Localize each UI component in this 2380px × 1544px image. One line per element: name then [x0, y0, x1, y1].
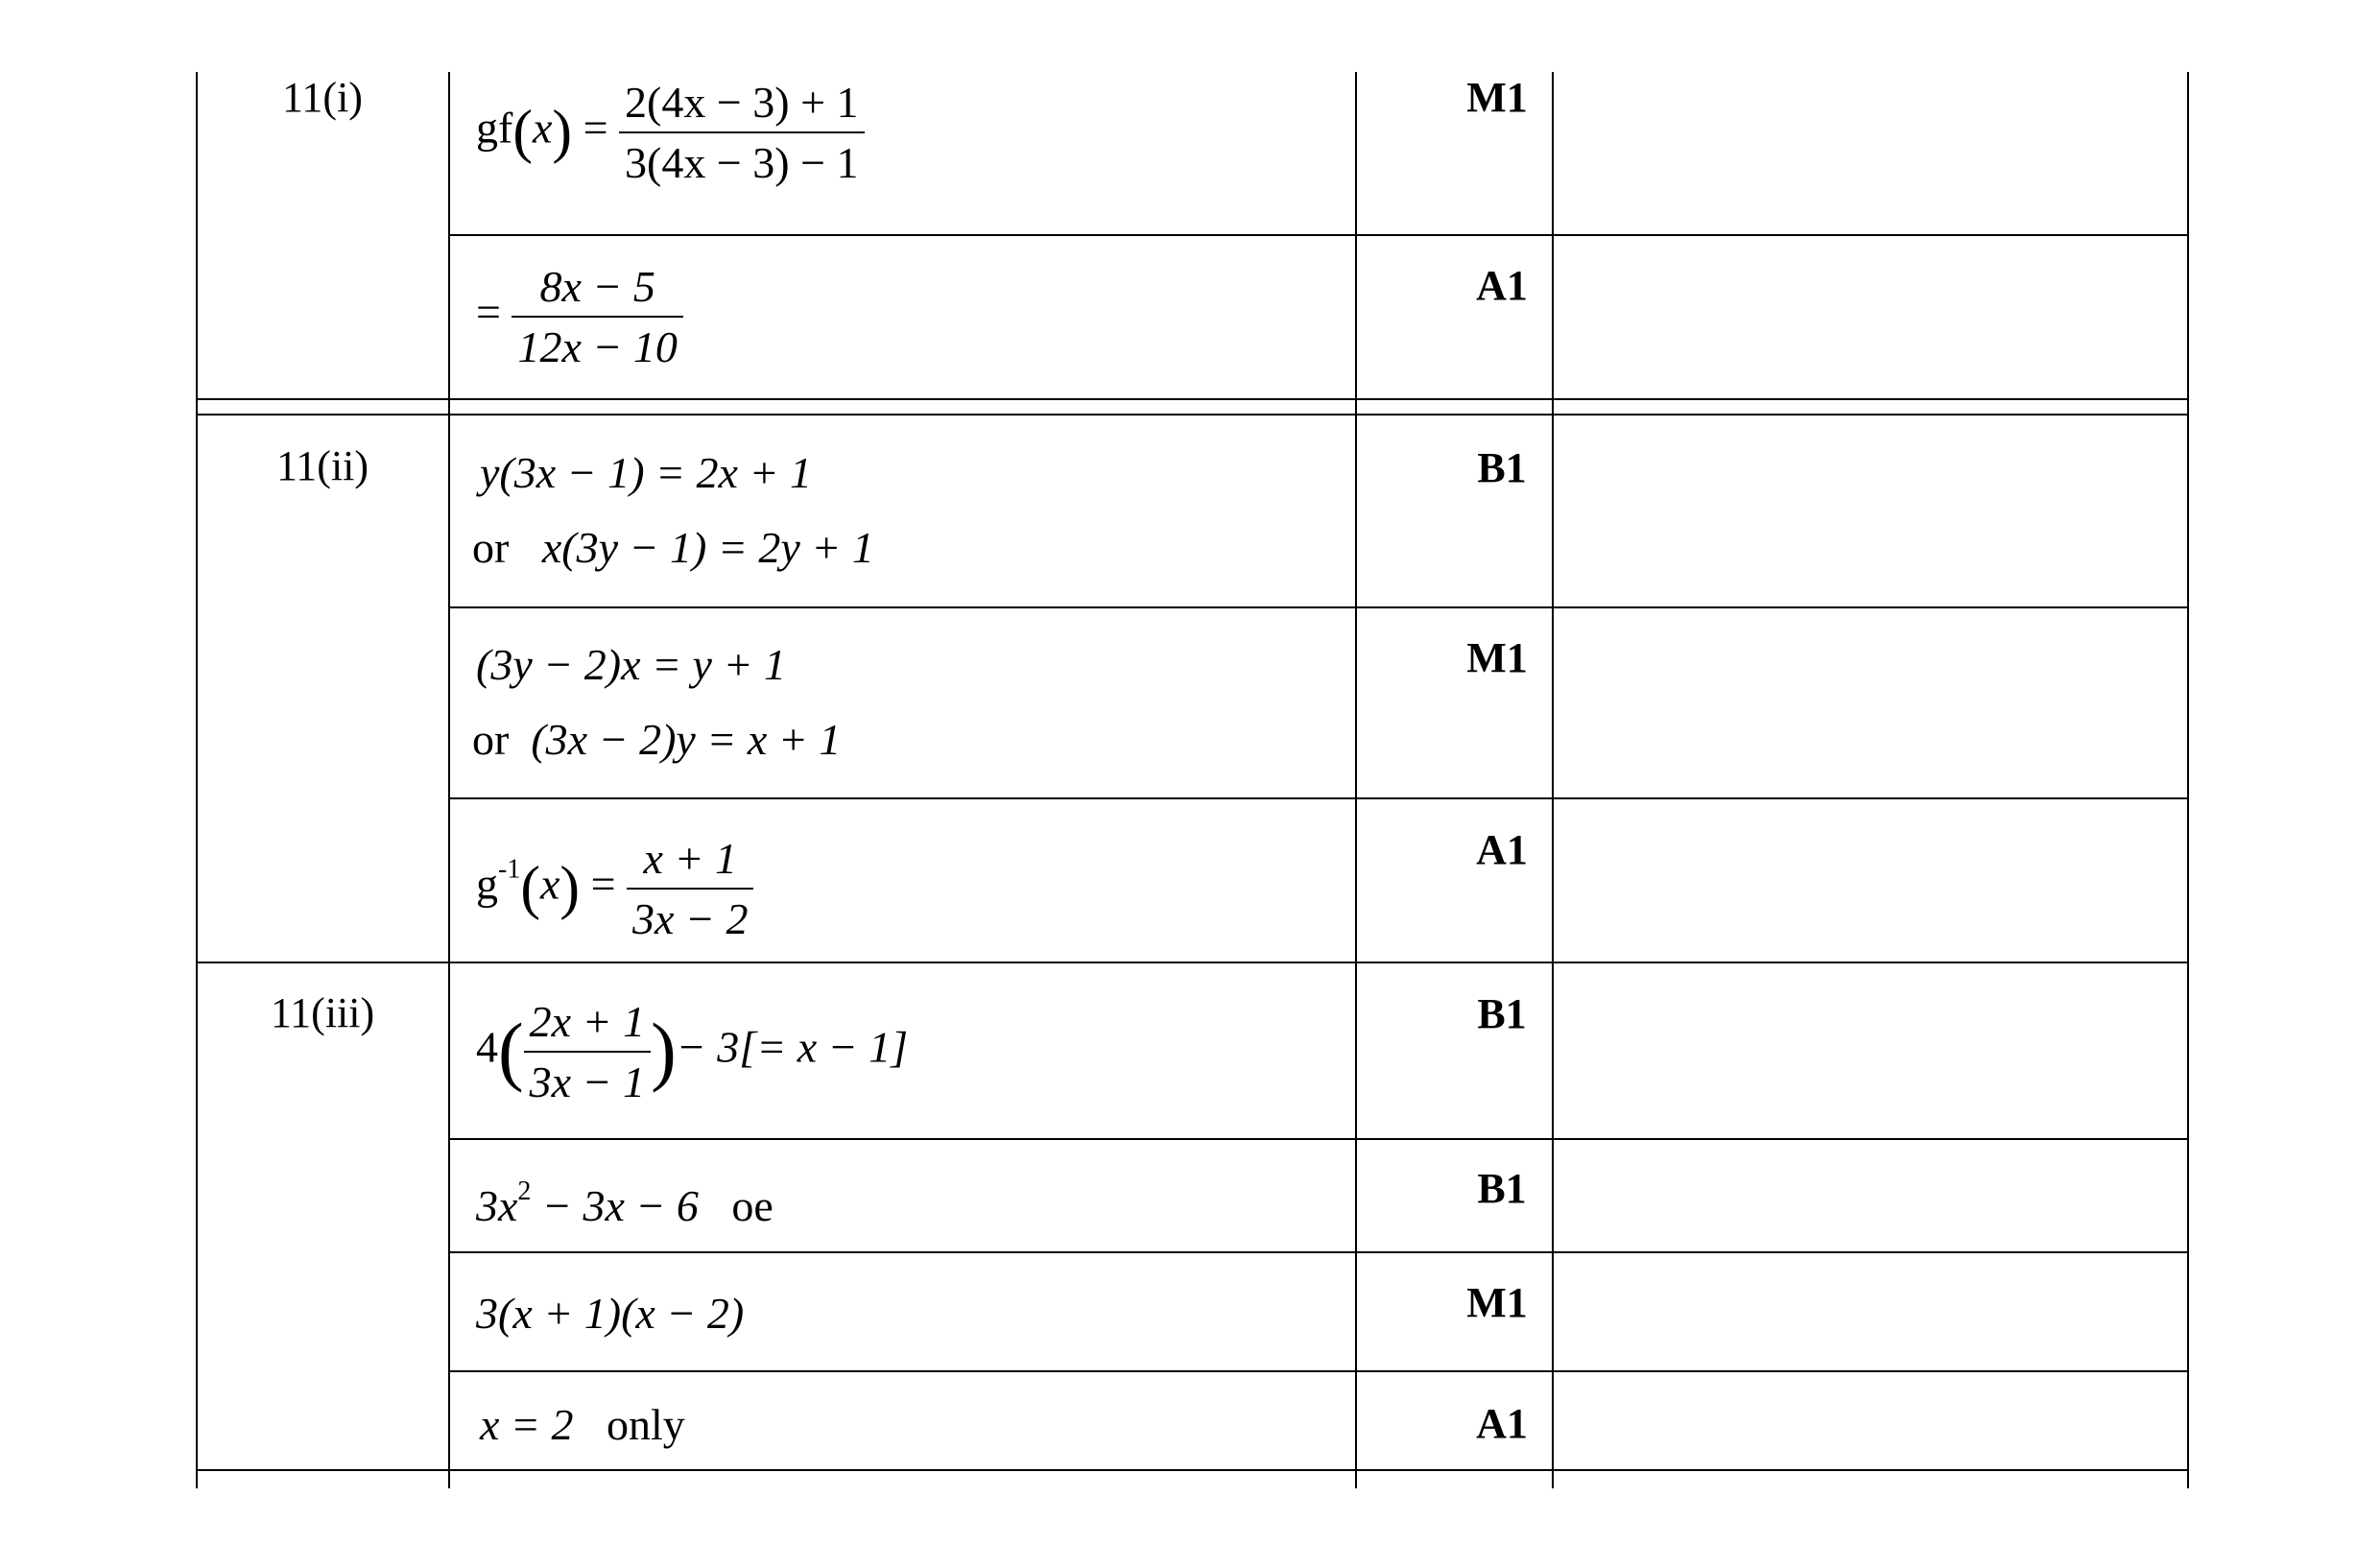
fraction: $\frac{2x + 1}{3x - 1}$: [524, 996, 651, 1107]
table-border-bottom: [196, 1469, 2189, 1471]
answer-expression: 4( $\frac{2x + 1}{3x - 1}$ )− 3[= x − 1]: [476, 997, 909, 1106]
question-number: 11(ii): [275, 442, 369, 489]
mark-code: M1: [1466, 74, 1528, 121]
row-divider: [448, 606, 2189, 608]
answer-line: or x(3y − 1) = 2y + 1: [472, 523, 874, 572]
table-border-right: [2187, 72, 2189, 1488]
section-divider: [196, 414, 2189, 416]
column-divider: [448, 72, 450, 1488]
section-divider: [196, 398, 2189, 400]
mark-code: A1: [1476, 826, 1528, 873]
row-divider: [448, 797, 2189, 799]
answer-line: or (3x − 2)y = x + 1: [472, 715, 842, 764]
row-divider: [448, 1138, 2189, 1140]
mark-code: A1: [1476, 262, 1528, 309]
answer-expression: $g^{-1}(x)$ = $\frac{x + 1}{3x - 2}$: [476, 833, 753, 944]
answer-line: (3y − 2)x = y + 1: [476, 640, 787, 689]
row-divider: [448, 234, 2189, 236]
answer-line: y(3x − 1) = 2x + 1: [480, 448, 813, 497]
table-border-left: [196, 72, 198, 1488]
mark-code: M1: [1466, 1279, 1528, 1326]
section-divider: [196, 962, 2189, 963]
mark-code: M1: [1466, 634, 1528, 681]
fraction: $\frac{8x - 5}{12x - 10}$: [512, 261, 682, 372]
fraction: $\frac{2(4x - 3) + 1}{3(4x - 3) - 1}$: [619, 77, 865, 188]
fraction: $\frac{x + 1}{3x - 2}$: [627, 833, 753, 944]
answer-expression: x = 2 only: [480, 1400, 685, 1449]
mark-code: B1: [1477, 444, 1527, 491]
question-number: 11(i): [282, 74, 363, 121]
mark-code: B1: [1477, 1165, 1527, 1212]
question-number: 11(iii): [270, 989, 375, 1036]
column-divider: [1355, 72, 1357, 1488]
mark-code: B1: [1477, 990, 1527, 1037]
answer-expression: 3(x + 1)(x − 2): [476, 1289, 745, 1338]
mark-code: A1: [1476, 1400, 1528, 1447]
row-divider: [448, 1251, 2189, 1253]
answer-expression: = $\frac{8x - 5}{12x - 10}$: [476, 261, 683, 372]
answer-expression: gf(x) = $\frac{2(4x - 3) + 1}{3(4x - 3) - 1}$: [476, 77, 865, 188]
answer-expression: $3x^2 - 3x - 6$ oe: [476, 1176, 774, 1230]
row-divider: [448, 1370, 2189, 1372]
